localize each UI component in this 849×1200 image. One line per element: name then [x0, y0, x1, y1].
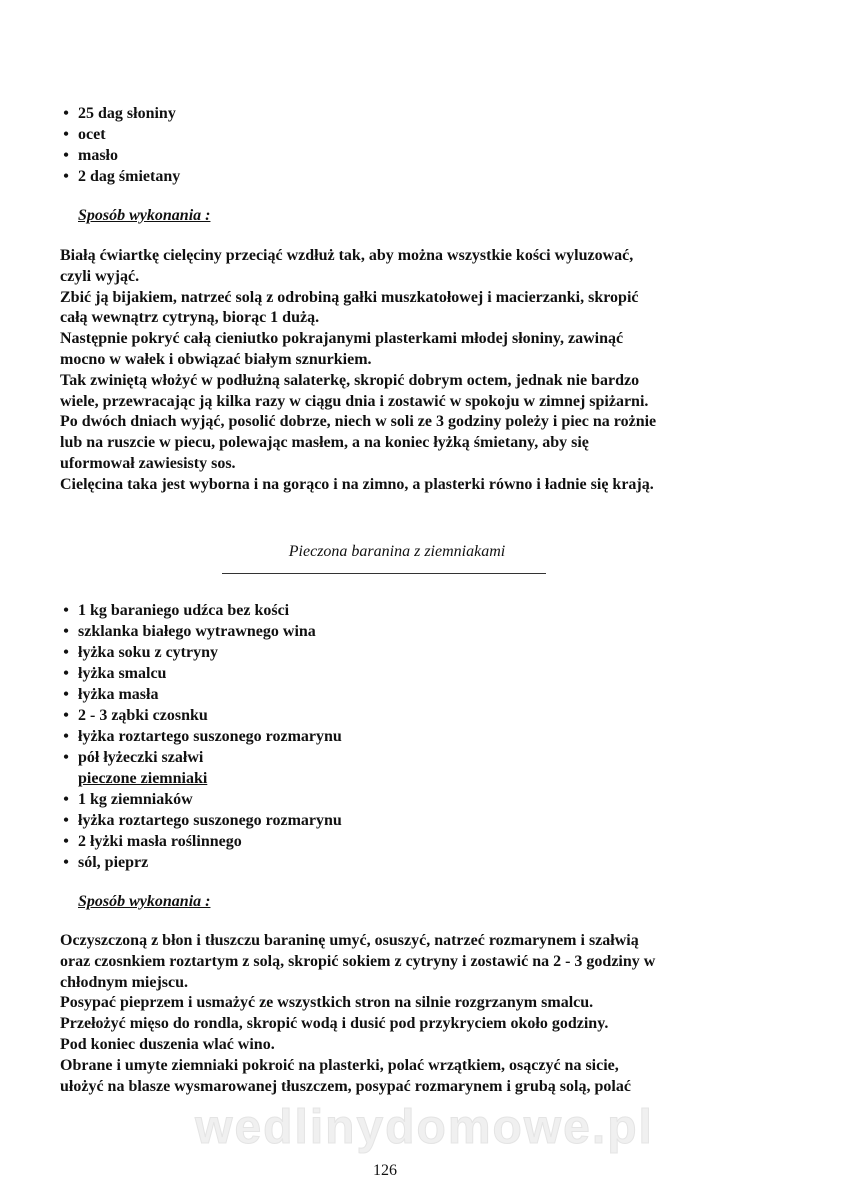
method-line: Białą ćwiartkę cielęciny przeciąć wzdłuż tak, aby można wszystkie kości wyluzować,: [60, 247, 634, 264]
method-line: uformował zawiesisty sos.: [60, 455, 236, 472]
ingredient-text: masło: [78, 147, 118, 164]
ingredient-text: 2 - 3 ząbki czosnku: [78, 707, 208, 724]
method-line: Obrane i umyte ziemniaki pokroić na plasterki, polać wrzątkiem, osączyć na sicie,: [60, 1056, 619, 1074]
ingredient-subheading: pieczone ziemniaki: [78, 770, 208, 787]
ingredient-text: ocet: [78, 126, 106, 143]
bullet-icon: •: [63, 791, 69, 808]
bullet-icon: •: [63, 686, 69, 703]
bullet-icon: •: [63, 854, 69, 871]
bullet-icon: •: [63, 833, 69, 850]
bullet-icon: •: [63, 728, 69, 745]
method-line: czyli wyjąć.: [60, 267, 140, 285]
bullet-icon: •: [63, 644, 69, 661]
method-line: Posypać pieprzem i usmażyć ze wszystkich stron na silnie rozgrzanym smalcu.: [60, 994, 594, 1012]
watermark: wedlinydomowe.pl: [195, 1101, 654, 1154]
ingredient-text: 1 kg ziemniaków: [78, 791, 193, 808]
method-line: Zbić ją bijakiem, natrzeć solą z odrobiną gałki muszkatołowej i macierzanki, skropić: [60, 288, 639, 306]
title-underline: [222, 573, 546, 574]
method-line: Po dwóch dniach wyjąć, posolić dobrze, niech w soli ze 3 godziny poleży i piec na rożnie: [60, 413, 657, 431]
method-line: Przełożyć mięso do rondla, skropić wodą i dusić pod przykryciem około godziny.: [60, 1015, 609, 1033]
method-line: całą wewnątrz cytryną, biorąc 1 dużą.: [60, 309, 320, 327]
ingredient-text: 2 dag śmietany: [78, 168, 181, 185]
ingredient-text: 2 łyżki masła roślinnego: [78, 833, 242, 850]
method-line: ułożyć na blasze wysmarowanej tłuszczem, posypać rozmarynem i grubą solą, polać: [60, 1077, 631, 1095]
bullet-icon: •: [63, 812, 69, 829]
ingredient-text: łyżka roztartego suszonego rozmarynu: [78, 728, 342, 745]
bullet-icon: •: [63, 665, 69, 682]
ingredient-text: łyżka smalcu: [78, 665, 167, 682]
method-heading: Sposób wykonania :: [78, 207, 211, 224]
ingredient-text: pół łyżeczki szałwi: [78, 749, 204, 766]
method-line: chłodnym miejscu.: [60, 973, 188, 991]
method-heading: Sposób wykonania :: [78, 893, 211, 910]
method-line: oraz czosnkiem roztartym z solą, skropić sokiem z cytryny i zostawić na 2 - 3 godziny w: [60, 952, 656, 970]
page-number: 126: [373, 1162, 397, 1179]
bullet-icon: •: [63, 126, 69, 143]
ingredient-text: 1 kg baraniego udźca bez kości: [78, 602, 290, 619]
bullet-icon: •: [63, 147, 69, 164]
method-line: mocno w wałek i obwiązać białym sznurkiem.: [60, 351, 372, 368]
ingredient-text: łyżka masła: [78, 686, 159, 703]
bullet-icon: •: [63, 623, 69, 640]
method-line: Następnie pokryć całą cieniutko pokrajanymi plasterkami młodej słoniny, zawinąć: [60, 330, 624, 348]
method-line: lub na ruszcie w piecu, polewając masłem, a na koniec łyżką śmietany, aby się: [60, 434, 589, 452]
method-line: Tak zwiniętą włożyć w podłużną salaterkę, skropić dobrym octem, jednak nie bardzo: [60, 371, 640, 389]
method-line: Oczyszczoną z błon i tłuszczu baraninę umyć, osuszyć, natrzeć rozmarynem i szałwią: [60, 932, 639, 949]
ingredient-text: 25 dag słoniny: [78, 105, 176, 122]
ingredient-text: łyżka roztartego suszonego rozmarynu: [78, 812, 342, 829]
bullet-icon: •: [63, 749, 69, 766]
bullet-icon: •: [63, 707, 69, 724]
ingredient-text: łyżka soku z cytryny: [78, 644, 218, 661]
bullet-icon: •: [63, 602, 69, 619]
recipe-title: Pieczona baranina z ziemniakami: [288, 543, 506, 560]
ingredient-text: szklanka białego wytrawnego wina: [78, 623, 316, 640]
bullet-icon: •: [63, 168, 69, 185]
method-line: Pod koniec duszenia wlać wino.: [60, 1036, 275, 1053]
method-line: wiele, przewracając ją kilka razy w ciągu dnia i zostawić w spokoju w zimnej spiżarni.: [60, 392, 649, 410]
method-line: Cielęcina taka jest wyborna i na gorąco i na zimno, a plasterki równo i ładnie się krają.: [60, 475, 654, 493]
ingredient-text: sól, pieprz: [78, 854, 149, 871]
bullet-icon: •: [63, 105, 69, 122]
